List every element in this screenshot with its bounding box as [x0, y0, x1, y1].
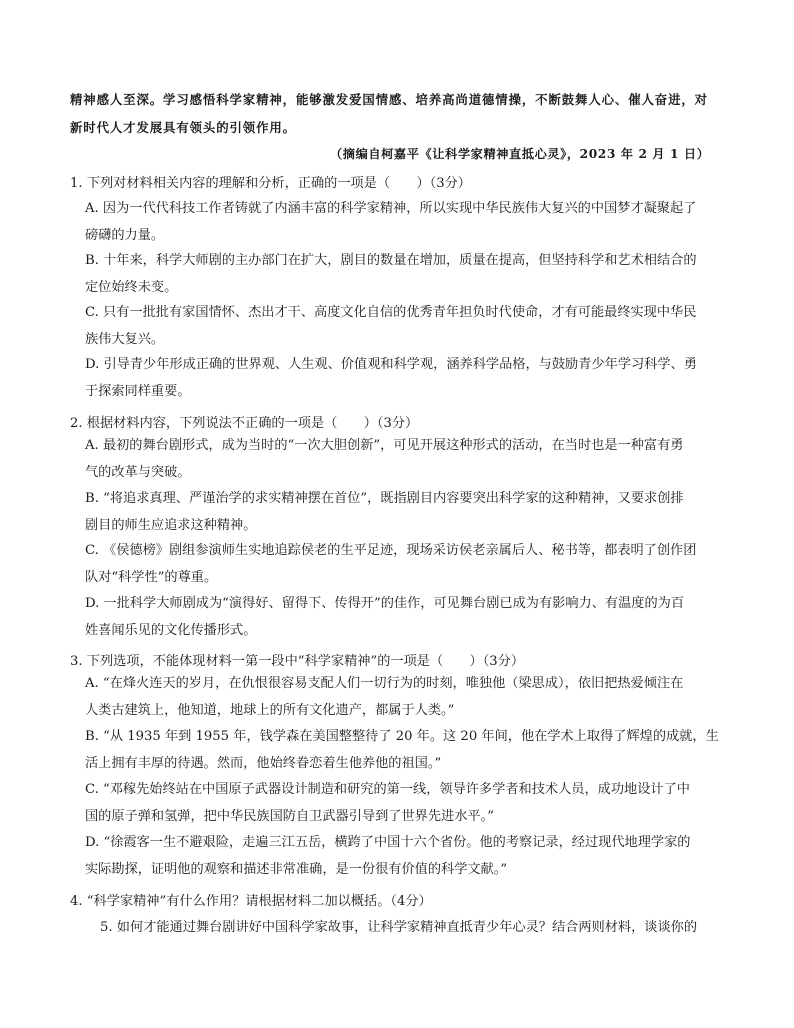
q1-option-b [85, 248, 730, 301]
q2-option-d [85, 591, 730, 644]
q3-option-c [85, 777, 730, 830]
q3-option-b [85, 724, 730, 777]
q3-a-line1: A. “在烽火连天的岁月，在仇恨很容易支配人们一切行为的时刻，唯独他（梁思成），依旧把热爱倾注在 [85, 676, 684, 691]
intro-paragraph [70, 86, 730, 142]
question-3-stem: 3. 下列选项，不能体现材料一第一段中“科学家精神”的一项是（ ）（3分） [70, 654, 525, 669]
q1-c-line1: C. 只有一批批有家国情怀、杰出才干、高度文化自信的优秀青年担负时代使命，才有可能最终实现中华民 [85, 305, 697, 320]
q2-c-line1: C. 《侯德榜》剧组参演师生实地追踪侯老的生平足迹，现场采访侯老亲属后人、秘书等，都表明了创作团 [85, 543, 697, 558]
q3-c-line2: 国的原子弹和氢弹，把中华民族国防自卫武器引导到了世界先进水平。” [85, 808, 494, 824]
q2-a-line2: 气的改革与突破。 [85, 464, 191, 480]
intro-line-1: 精神感人至深。学习感悟科学家精神，能够激发爱国情感、培养高尚道德情操，不断鼓舞人心、催人奋进，对 [70, 92, 708, 107]
q2-c-line2: 队对“科学性”的尊重。 [85, 569, 218, 585]
question-2-stem: 2. 根据材料内容，下列说法不正确的一项是（ ）（3分） [70, 416, 419, 431]
q1-c-line2: 族伟大复兴。 [85, 331, 165, 347]
q2-b-line2: 剧目的师生应追求这种精神。 [85, 517, 257, 533]
q1-d-line1: D. 引导青少年形成正确的世界观、人生观、价值观和科学观，涵养科学品格，与鼓励青少年学习科学、勇 [85, 357, 697, 372]
q1-b-line1: B. 十年来，科学大师剧的主办部门在扩大，剧目的数量在增加，质量在提高，但坚持科学和艺术相结合的 [85, 253, 697, 268]
q1-a-line1: A. 因为一代代科技工作者铸就了内涵丰富的科学家精神，所以实现中华民族伟大复兴的中国梦才凝聚起了 [85, 201, 697, 216]
q1-a-line2: 磅礴的力量。 [85, 227, 165, 243]
q1-option-d [85, 352, 730, 405]
q2-d-line1: D. 一批科学大师剧成为“演得好、留得下、传得开”的佳作，可见舞台剧已成为有影响力、有温度的为百 [85, 596, 685, 611]
q1-option-c [85, 300, 730, 353]
q2-option-b [85, 486, 730, 539]
q3-d-line2: 实际勘探，证明他的观察和描述非常准确，是一份很有价值的科学文献。” [85, 861, 508, 877]
q3-option-a [85, 671, 730, 724]
q3-d-line1: D. “徐霞客一生不避艰险，走遍三江五岳，横跨了中国十六个省份。他的考察记录，经过现代地理学家的 [85, 835, 691, 850]
q2-b-line1: B. “将追求真理、严谨治学的求实精神摆在首位”，既指剧目内容要突出科学家的这种精神，又要求创排 [85, 491, 684, 506]
q2-a-line1: A. 最初的舞台剧形式，成为当时的“一次大胆创新”，可见开展这种形式的活动，在当时也是一种富有勇 [85, 438, 684, 453]
question-4-stem: 4. “科学家精神”有什么作用？请根据材料二加以概括。（4分） [70, 894, 432, 909]
q3-b-line2: 活上拥有丰厚的待遇。然而，他始终眷恋着生他养他的祖国。” [85, 755, 442, 771]
question-1-stem: 1. 下列对材料相关内容的理解和分析，正确的一项是（ ）（3分） [70, 176, 471, 191]
intro-line-2: 新时代人才发展具有领头的引领作用。 [70, 120, 296, 135]
q3-a-line2: 人类古建筑上，他知道，地球上的所有文化遗产，都属于人类。” [85, 702, 455, 718]
q1-b-line2: 定位始终未变。 [85, 279, 178, 295]
q3-option-d [85, 830, 730, 883]
q1-d-line2: 于探索同样重要。 [85, 383, 191, 399]
question-5-stem: 5. 如何才能通过舞台剧讲好中国科学家故事，让科学家精神直抵青少年心灵？结合两则材料，谈谈你的 [100, 920, 698, 935]
q2-d-line2: 姓喜闻乐见的文化传播形式。 [85, 622, 257, 638]
q1-option-a [85, 196, 730, 249]
q3-b-line1: B. “从 1935 年到 1955 年，钱学森在美国整整待了 20 年。这 20 年间，他在学术上取得了辉煌的成就，生 [85, 729, 719, 744]
q3-c-line1: C. “邓稼先始终站在中国原子武器设计制造和研究的第一线，领导许多学者和技术人员，成功地设计了中 [85, 782, 690, 797]
q2-option-a [85, 433, 730, 486]
citation: （摘编自柯嘉平《让科学家精神直抵心灵》，2023 年 2 月 1 日） [330, 147, 710, 161]
q2-option-c [85, 538, 730, 591]
